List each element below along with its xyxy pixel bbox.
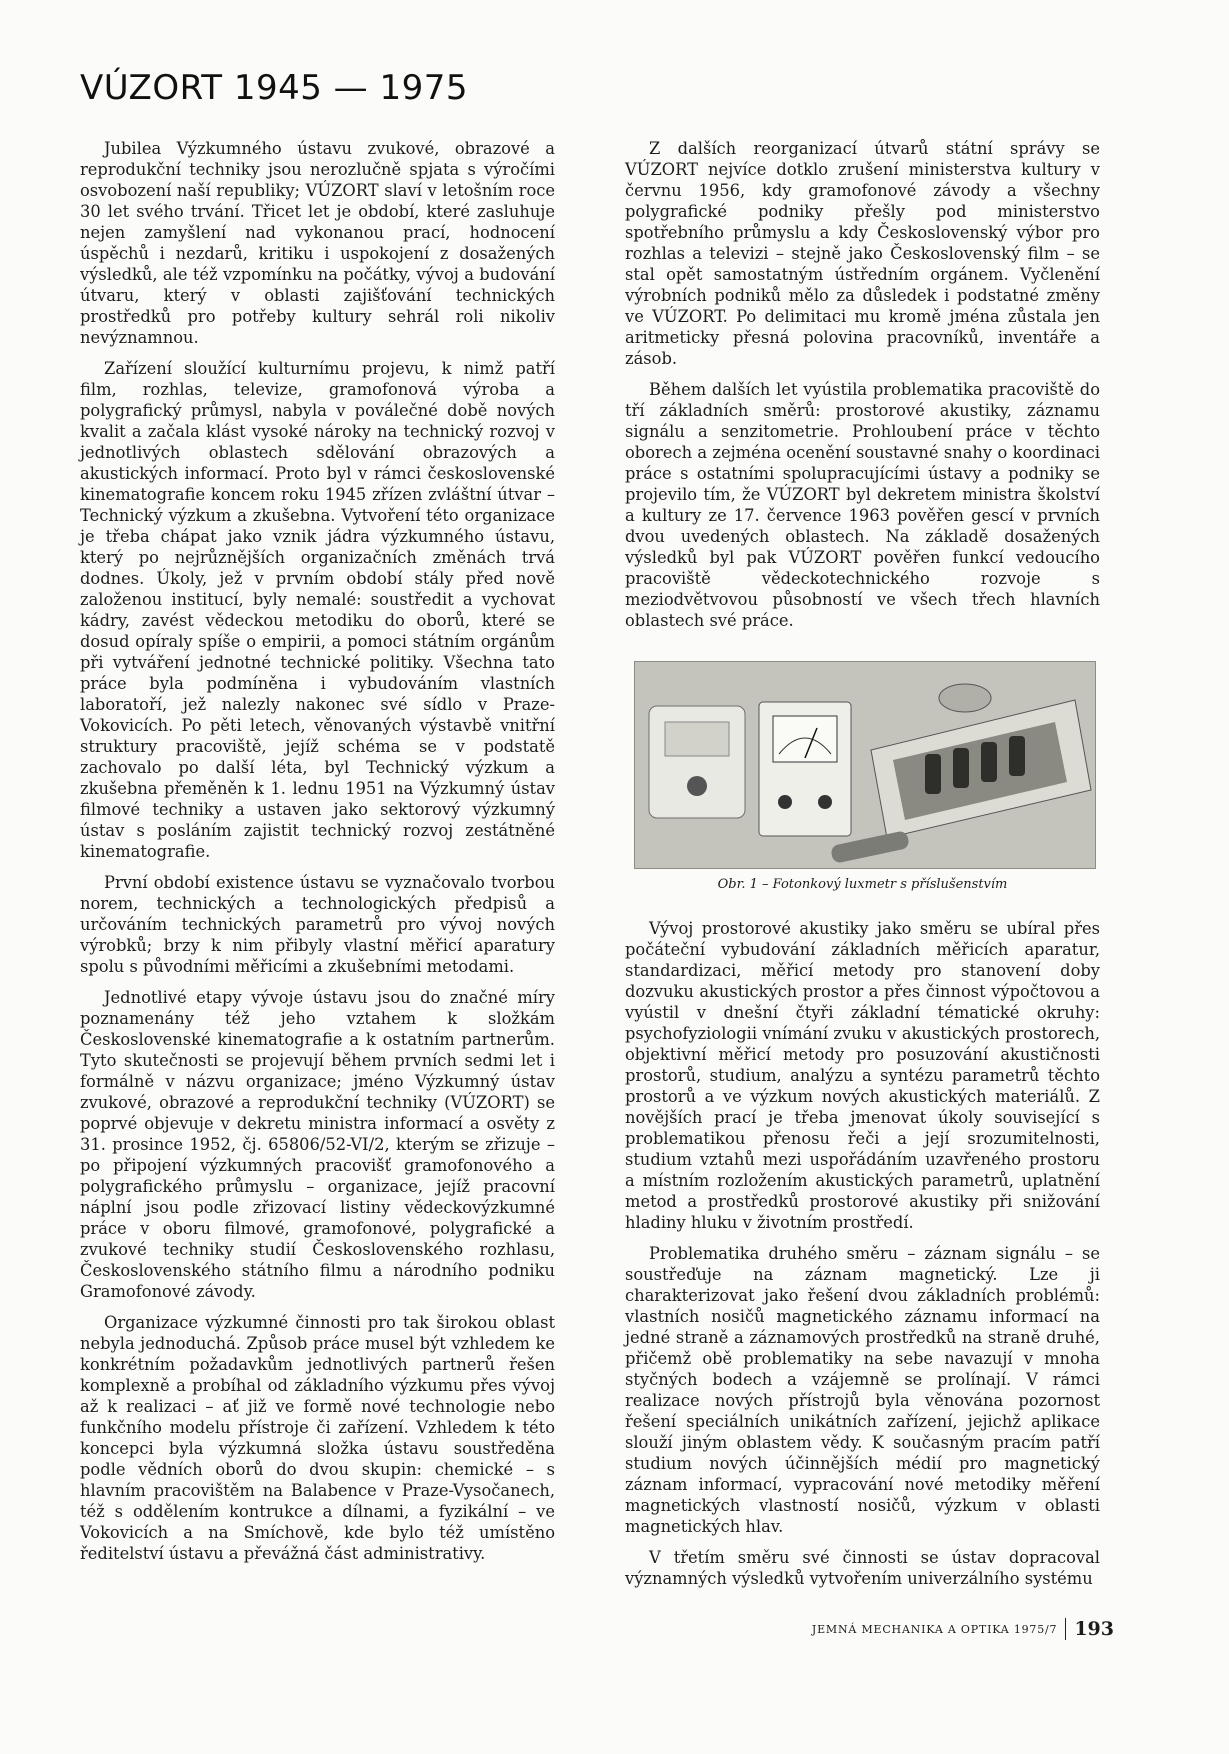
paragraph: Zařízení sloužící kulturnímu projevu, k nimž patří film, rozhlas, televize, gramofonová výroba a polygrafický průmysl, nabyla v poválečné době nových kvalit a začala klást vysoké nároky na technický rozvoj v jednotlivých oblastech sdělování obrazových a akustických informací. Proto byl v rámci československé kinematografie koncem roku 1945 zřízen zvláštní útvar – Technický výzkum a zkušebna. Vytvoření této organizace je třeba chápat jako vznik jádra výzkumného ústavu, který po nejrůznějších organizačních změnách trvá dodnes. Úkoly, jež v prvním období stály před nově založenou institucí, byly nemalé: soustředit a vychovat kádry, zavést vědeckou metodiku do oborů, které se dosud opíraly spíše o empirii, a pomoci státním orgánům při vytváření jednotné technické politiky. Všechna tato práce byla podmíněna i vybudováním vlastních laboratoří, jež nalezly nakonec své sídlo v Praze-Vokovicích. Po pěti letech, věnovaných výstavbě vnitřní struktury pracoviště, jejíž schéma se v podstatě zachovalo po další léta, byl Technický výzkum a zkušebna přeměněn k 1. lednu 1951 na Výzkumný ústav filmové techniky a ustaven jako sektorový výzkumný ústav s posláním zajistit technický rozvoj zestátněné kinematografie. — [80, 359, 555, 861]
page-footer — [812, 1618, 1114, 1640]
figure-caption: Obr. 1 – Fotonkový luxmetr s příslušenstvím — [717, 877, 1008, 892]
page-number: 193 — [1074, 1618, 1114, 1640]
right-column — [625, 138, 1100, 1599]
article-title: VÚZORT 1945 — 1975 — [80, 68, 468, 108]
paragraph: Během dalších let vyústila problematika pracoviště do tří základních směrů: prostorové akustiky, záznamu signálu a senzitometrie. Prohloubení práce v těchto oborech a zejména ocenění soustavné snahy o koordinaci práce s ostatními spolupracujícími ústavy a podniky se projevilo tím, že VÚZORT byl dekretem ministra školství a kultury ze 17. července 1963 pověřen gescí v prvních dvou uvedených oblastech. Na základě dosažených výsledků byl pak VÚZORT pověřen funkcí vedoucího pracoviště vědeckotechnického rozvoje s meziodvětvovou působností ve všech třech hlavních oblastech své práce. — [625, 380, 1100, 630]
paragraph: Jubilea Výzkumného ústavu zvukové, obrazové a reprodukční techniky jsou nerozlučně spjata s výročími osvobození naší republiky; VÚZORT slaví v letošním roce 30 let svého trvání. Třicet let je období, které zasluhuje nejen zamyšlení nad vykonanou prací, hodnocení úspěchů i nezdarů, kritiku i uspokojení z dosažených výsledků, ale též vzpomínku na počátky, vývoj a budování útvaru, který v oblasti zajišťování technických prostředků pro potřeby kultury sehrál roli nikoliv nevýznamnou. — [80, 139, 555, 347]
left-column — [80, 138, 555, 1574]
paragraph: Organizace výzkumné činnosti pro tak širokou oblast nebyla jednoduchá. Způsob práce musel být vzhledem ke konkrétním požadavkům jednotlivých partnerů řešen komplexně a probíhal od základního výzkumu přes vývoj až k realizaci – ať již ve formě nové technologie nebo funkčního modelu přístroje či zařízení. Vzhledem k této koncepci byla výzkumná složka ústavu soustředěna podle vědních oborů do dvou skupin: chemické – s hlavním pracovištěm na Balabence v Praze-Vysočanech, též s oddělením kontrukce a dílnami, a fyzikální – ve Vokovicích a na Smíchově, kde bylo též umístěno ředitelství ústavu a převážná část administrativy. — [80, 1313, 555, 1563]
paragraph: Problematika druhého směru – záznam signálu – se soustřeďuje na záznam magnetický. Lze ji charakterizovat jako řešení dvou základních problémů: vlastních nosičů magnetického záznamu informací na jedné straně a záznamových prostředků na straně druhé, přičemž obě problematiky na sebe navazují v mnoha styčných bodech a vzájemně se prolínají. V rámci realizace nových přístrojů byla věnována pozornost řešení speciálních unikátních zařízení, jejichž aplikace slouží jiným oblastem vědy. K současným pracím patří studium nových účinnějších médií pro magnetický záznam informací, vypracování nové metodiky měření magnetických vlastností nosičů, výzkum v oblasti magnetických hlav. — [625, 1244, 1100, 1536]
paragraph: Z dalších reorganizací útvarů státní správy se VÚZORT nejvíce dotklo zrušení ministerstva kultury v červnu 1956, kdy gramofonové závody a všechny polygrafické podniky přešly pod ministerstvo spotřebního průmyslu a kdy Československý výbor pro rozhlas a televizi – stejně jako Československý film – se stal opět samostatným ústředním orgánem. Vyčlenění výrobních podniků mělo za důsledek i podstatné změny ve VÚZORT. Po delimitaci mu kromě jména zůstala jen aritmeticky přesná polovina pracovníků, inventáře a zásob. — [625, 139, 1100, 368]
figure-photo-luxmeter — [634, 661, 1096, 869]
paragraph: V třetím směru své činnosti se ústav dopracoval významných výsledků vytvořením univerzálního systému — [625, 1548, 1100, 1588]
paragraph: Jednotlivé etapy vývoje ústavu jsou do značné míry poznamenány též jeho vztahem k složkám Československé kinematografie a k ostatním partnerům. Tyto skutečnosti se projevují během prvních sedmi let i formálně v názvu organizace; jméno Výzkumný ústav zvukové, obrazové a reprodukční techniky (VÚZORT) se poprvé objevuje v dekretu ministra informací a osvěty z 31. prosince 1952, čj. 65806/52-VI/2, kterým se zřizuje – po připojení výzkumných pracovišť gramofonového a polygrafického průmyslu – organizace, jejíž pracovní náplní jsou podle zřizovací listiny vědeckovýzkumné práce v oboru filmové, gramofonové, polygrafické a zvukové techniky studií Československého rozhlasu, Československého státního filmu a národního podniku Gramofonové závody. — [80, 988, 555, 1301]
footer-divider — [1065, 1618, 1066, 1640]
paragraph: První období existence ústavu se vyznačovalo tvorbou norem, technických a technologických předpisů a určováním technických parametrů pro vývoj nových výrobků; brzy k nim přibyly vlastní měřicí aparatury spolu s původními měřicími a zkušebními metodami. — [80, 873, 555, 976]
paragraph: Vývoj prostorové akustiky jako směru se ubíral přes počáteční vybudování základních měřicích aparatur, standardizaci, měřicí metody pro stanovení doby dozvuku akustických prostor a přes činnost výpočtovou a vyústil v dnešní čtyři základní tématické okruhy: psychofyziologii vnímání zvuku v akustických prostorech, objektivní měřicí metody pro posuzování akustičnosti prostorů, studium, analýzu a syntézu parametrů těchto prostorů a ve výzkum nových akustických materiálů. Z novějších prací je třeba jmenovat úkoly související s problematikou přenosu řeči a její srozumitelnosti, studium vztahů mezi uspořádáním uzavřeného prostoru a místním rozložením akustických parametrů, uplatnění metod a prostředků prostorové akustiky při snižování hladiny hluku v životním prostředí. — [625, 919, 1100, 1232]
journal-name: JEMNÁ MECHANIKA A OPTIKA 1975/7 — [811, 1622, 1058, 1636]
